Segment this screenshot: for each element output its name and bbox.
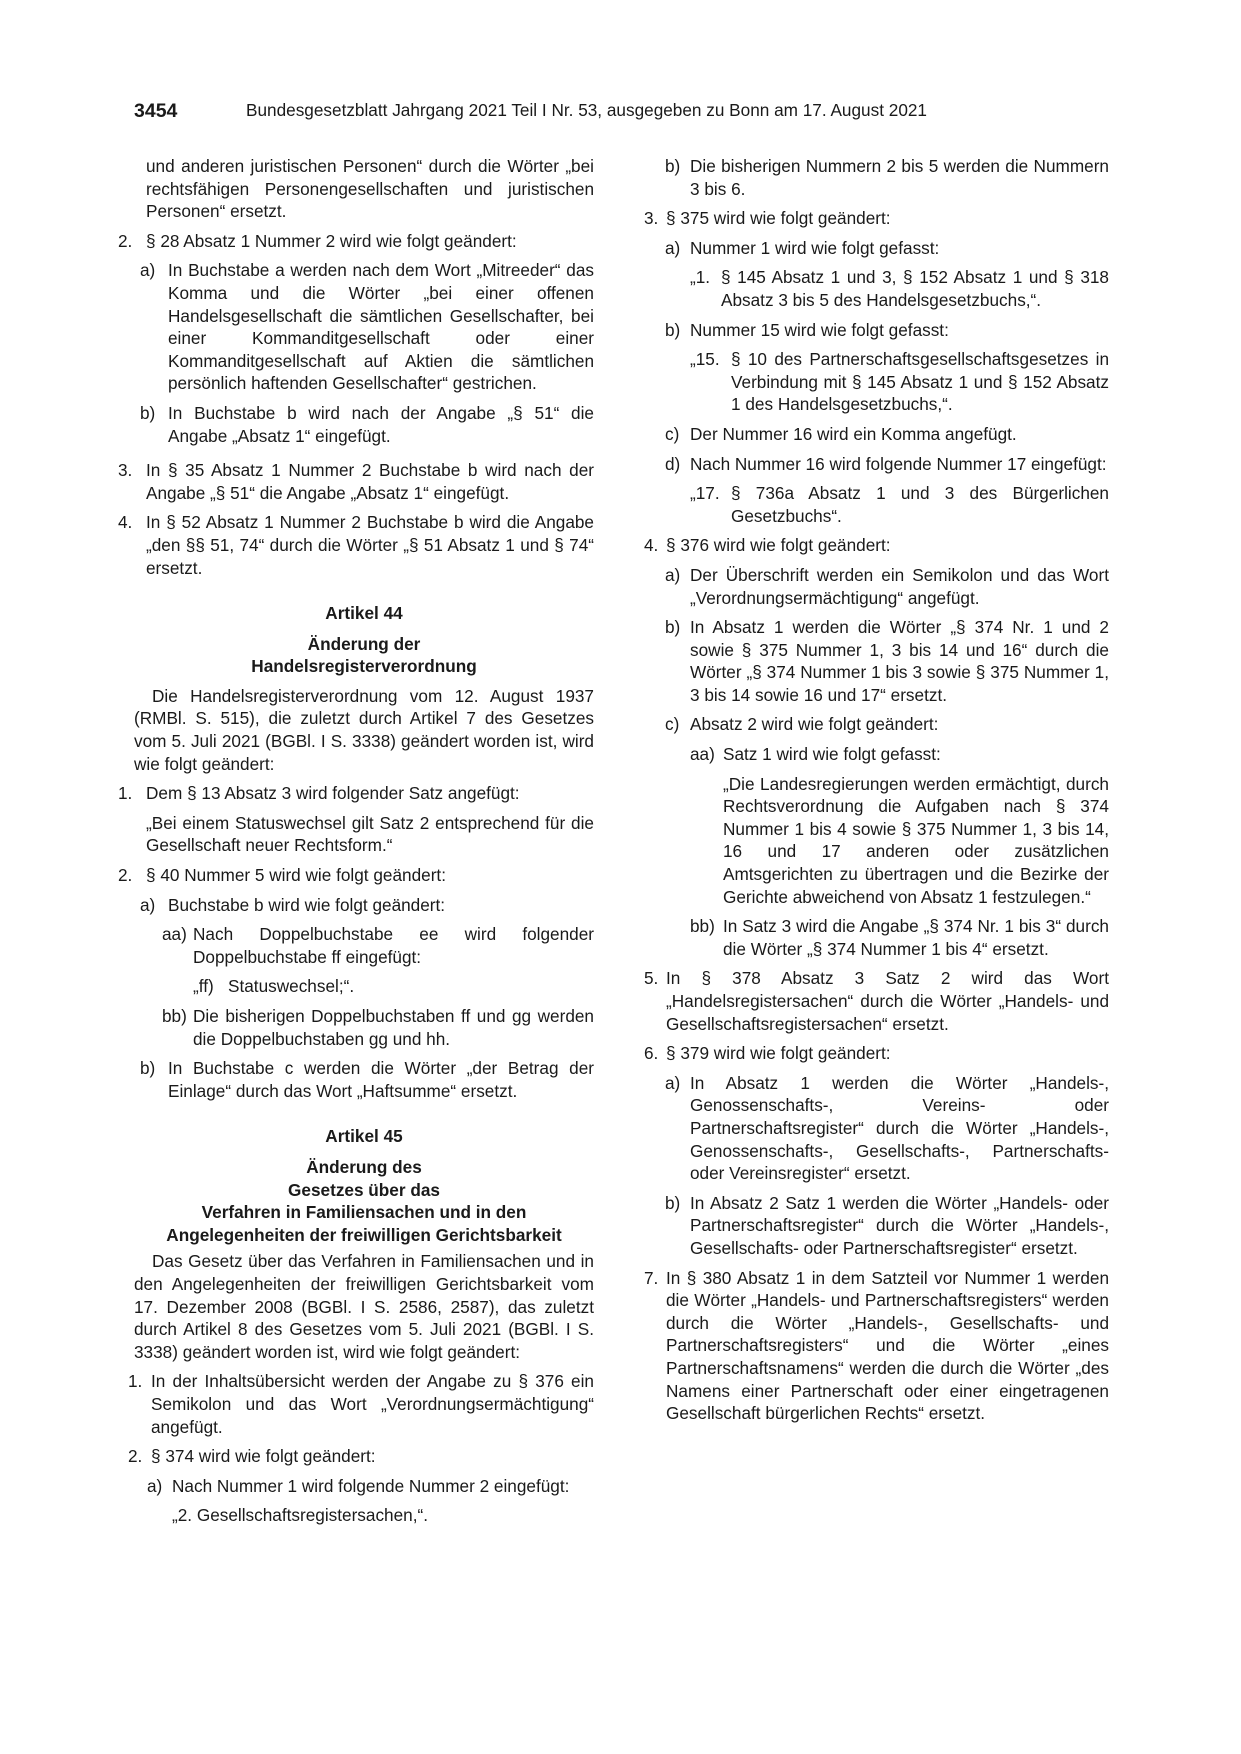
list-item (134, 155, 594, 223)
item-marker: „15. (690, 349, 720, 370)
item-marker: a) (665, 564, 681, 585)
list-item (644, 1042, 1109, 1065)
item-marker: 4. (118, 512, 133, 533)
list-item (162, 923, 594, 968)
quoted-text: „Die Landesregierungen werden ermächtigt, durch Rechtsverordnung die Aufgaben nach § 374 Nummer 1 bis 4 sowie § 375 Nummer 1, 3 bis 14, 16 und 17 anderen oder zusätzlichen Amtsgerichten zu übertragen und die Bezirke der Gerichte abweichend von Absatz 1 festzulegen.“ (723, 773, 1109, 907)
list-item (118, 230, 594, 253)
quoted-text: „2. Gesellschaftsregistersachen,“. (172, 1505, 429, 1526)
article-subtitle: Gesetzes über das (288, 1179, 440, 1200)
item-marker: 2. (128, 1446, 143, 1467)
running-title: Bundesgesetzblatt Jahrgang 2021 Teil I Nr. 53, ausgegeben zu Bonn am 17. August 2021 (246, 100, 927, 120)
list-item (134, 812, 594, 857)
left-column (118, 155, 594, 1534)
article-title: Artikel 44 (325, 603, 403, 624)
paragraph: § 374 wird wie folgt geändert: (151, 1446, 376, 1467)
paragraph: In Buchstabe c werden die Wörter „der Betrag der Einlage“ durch das Wort „Haftsumme“ ersetzt. (168, 1058, 594, 1101)
paragraph: In Buchstabe a werden nach dem Wort „Mitreeder“ das Komma und die Wörter „bei einer offenen Handelsgesellschaft die sämtlichen Gesellschafter, bei einer Kommanditgesellschaft oder einer Kommanditgesellschaft auf Aktien die sämtlichen persönlich haftenden Gesellschafter“ gestrichen. (168, 260, 594, 394)
paragraph: Der Nummer 16 wird ein Komma angefügt. (690, 423, 1017, 444)
paragraph: Satz 1 wird wie folgt gefasst: (723, 744, 941, 765)
paragraph: In Absatz 1 werden die Wörter „Handels-, Genossenschafts-, Vereins- oder Partnerschaftsregister“ durch die Wörter „Handels-, Genossenschafts-, Gesellschafts-, Partnerschafts- oder Vereinsregister“ ersetzt. (690, 1072, 1109, 1184)
paragraph: § 40 Nummer 5 wird wie folgt geändert: (146, 865, 446, 886)
paragraph: In § 380 Absatz 1 in dem Satzteil vor Nummer 1 werden die Wörter „Handels- und Partnerschaftsregisters“ werden durch die Wörter „Handels-, Gesellschafts- und Partnerschaftsregisters“ und die Wörter „eines Partnerschaftsnamens“ werden die durch die Wörter „des Namens einer Partnerschaft oder einer eingetragenen Gesellschaft bürgerlichen Rechts“ ersetzt. (666, 1267, 1109, 1424)
list-item (140, 1057, 594, 1102)
item-marker: 1. (128, 1371, 143, 1392)
right-column (644, 155, 1109, 1432)
list-item (140, 259, 594, 395)
paragraph: Nach Nummer 1 wird folgende Nummer 2 eingefügt: (172, 1475, 570, 1496)
item-marker: aa) (690, 744, 715, 765)
item-marker: b) (140, 402, 156, 423)
paragraph: Der Überschrift werden ein Semikolon und das Wort „Verordnungsermächtigung“ angefügt. (690, 564, 1109, 608)
item-marker: 1. (118, 783, 133, 804)
list-item (118, 864, 594, 887)
paragraph: In Satz 3 wird die Angabe „§ 374 Nr. 1 bis 3“ durch die Wörter „§ 374 Nummer 1 bis 4“ ersetzt. (723, 916, 1109, 959)
list-item (118, 511, 594, 579)
list-item (140, 894, 594, 917)
article-subtitle: Verfahren in Familiensachen und in den (201, 1202, 527, 1223)
paragraph: In Buchstabe b wird nach der Angabe „§ 51“ die Angabe „Absatz 1“ eingefügt. (168, 402, 594, 446)
paragraph: In § 35 Absatz 1 Nummer 2 Buchstabe b wird nach der Angabe „§ 51“ die Angabe „Absatz 1“ eingefügt. (146, 460, 594, 503)
item-marker: aa) (162, 924, 187, 945)
list-item (665, 319, 1109, 342)
paragraph: In § 52 Absatz 1 Nummer 2 Buchstabe b wird die Angabe „den §§ 51, 74“ durch die Wörter „§ 51 Absatz 1 und § 74“ ersetzt. (146, 512, 594, 578)
page-number: 3454 (134, 100, 178, 122)
paragraph: Nach Doppelbuchstabe ee wird folgender Doppelbuchstabe ff eingefügt: (193, 924, 594, 967)
list-item (644, 1267, 1109, 1425)
list-item (665, 453, 1109, 476)
list-item (690, 266, 1109, 311)
article-subtitle: Änderung des (306, 1156, 422, 1177)
list-item (665, 713, 1109, 736)
paragraph: § 375 wird wie folgt geändert: (666, 208, 891, 229)
list-item (690, 482, 1109, 527)
item-marker: c) (665, 714, 680, 735)
article-subtitle: Handelsregisterverordnung (251, 656, 477, 677)
item-marker: b) (140, 1058, 156, 1079)
item-marker: 3. (118, 460, 133, 481)
list-item (172, 1504, 594, 1527)
paragraph: Buchstabe b wird wie folgt geändert: (168, 894, 446, 915)
item-marker: b) (665, 1192, 681, 1213)
article-subtitle: Angelegenheiten der freiwilligen Gerichtsbarkeit (166, 1224, 562, 1245)
list-item (644, 967, 1109, 1035)
page-header (134, 100, 1004, 130)
item-marker: „17. (690, 483, 720, 504)
item-marker: bb) (690, 916, 715, 937)
paragraph: Das Gesetz über das Verfahren in Familiensachen und in den Angelegenheiten der freiwilligen Gerichtsbarkeit vom 17. Dezember 2008 (BGBl. I S. 2586, 2587), das zuletzt durch Artikel 8 des Gesetzes vom 5. Juli 2021 (BGBl. I S. 3338) geändert worden ist, wird wie folgt geändert: (134, 1251, 594, 1362)
item-marker: 4. (644, 535, 659, 556)
item-marker: a) (140, 894, 156, 915)
list-item (665, 616, 1109, 706)
list-item (665, 1192, 1109, 1260)
list-item (665, 155, 1109, 200)
paragraph: und anderen juristischen Personen“ durch die Wörter „bei rechtsfähigen Personengesellschaften und juristischen Personen“ ersetzt. (146, 156, 594, 222)
item-marker: 7. (644, 1267, 659, 1288)
quoted-text: § 736a Absatz 1 und 3 des Bürgerlichen Gesetzbuchs“. (731, 483, 1109, 526)
quoted-text: § 145 Absatz 1 und 3, § 152 Absatz 1 und § 318 Absatz 3 bis 5 des Handelsgesetzbuchs,“. (721, 267, 1109, 310)
paragraph: Absatz 2 wird wie folgt geändert: (690, 714, 939, 735)
list-item (162, 1005, 594, 1050)
list-item (118, 459, 594, 504)
item-marker: b) (665, 617, 681, 638)
paragraph: In der Inhaltsübersicht werden der Angabe zu § 376 ein Semikolon und das Wort „Verordnungsermächtigung“ angefügt. (151, 1371, 594, 1437)
item-marker: „1. (690, 267, 711, 288)
list-item (644, 534, 1109, 557)
item-marker: a) (665, 237, 681, 258)
item-marker: 5. (644, 968, 659, 989)
item-marker: 2. (118, 230, 133, 251)
paragraph: § 379 wird wie folgt geändert: (666, 1043, 891, 1064)
paragraph: Die bisherigen Doppelbuchstaben ff und gg werden die Doppelbuchstaben gg und hh. (193, 1006, 594, 1049)
item-marker: a) (140, 260, 156, 281)
quoted-text: § 10 des Partnerschaftsgesellschaftsgesetzes in Verbindung mit § 145 Absatz 1 und § 152 Absatz 1 des Handelsgesetzbuchs,“. (731, 349, 1109, 415)
list-item (118, 782, 594, 805)
quoted-text: „Bei einem Statuswechsel gilt Satz 2 entsprechend für die Gesellschaft neuer Rechtsform.“ (146, 812, 594, 856)
paragraph: Dem § 13 Absatz 3 wird folgender Satz angefügt: (146, 783, 520, 804)
quoted-text: Statuswechsel;“. (228, 976, 355, 997)
list-item (193, 975, 594, 998)
list-item (665, 423, 1109, 446)
paragraph: Nummer 1 wird wie folgt gefasst: (690, 237, 940, 258)
paragraph: In Absatz 2 Satz 1 werden die Wörter „Handels- oder Partnerschaftsregister“ durch die Wörter „Handels-, Gesellschafts- oder Partnerschaftsregister“ ersetzt. (690, 1192, 1109, 1258)
paragraph: § 376 wird wie folgt geändert: (666, 535, 891, 556)
paragraph: In Absatz 1 werden die Wörter „§ 374 Nr. 1 und 2 sowie § 375 Nummer 1, 3 bis 14 und 16“ durch die Wörter „§ 374 Nummer 1 bis 3 sowie § 375 Nummer 1, 3 bis 14 sowie 16 und 17“ ersetzt. (690, 617, 1109, 705)
item-marker: a) (147, 1475, 163, 1496)
paragraph: Nach Nummer 16 wird folgende Nummer 17 eingefügt: (690, 453, 1107, 474)
list-item (644, 207, 1109, 230)
item-marker: „ff) (193, 976, 214, 997)
item-marker: 6. (644, 1043, 659, 1064)
list-item (665, 1072, 1109, 1185)
item-marker: c) (665, 423, 680, 444)
list-item (128, 1445, 594, 1468)
item-marker: b) (665, 319, 681, 340)
list-item (128, 1370, 594, 1438)
list-item (140, 402, 594, 447)
list-item (665, 237, 1109, 260)
item-marker: b) (665, 156, 681, 176)
list-item (690, 348, 1109, 416)
list-item (690, 915, 1109, 960)
list-item (665, 564, 1109, 609)
list-item (690, 743, 1109, 766)
list-item (723, 773, 1109, 909)
paragraph: § 28 Absatz 1 Nummer 2 wird wie folgt geändert: (146, 230, 517, 251)
article-title: Artikel 45 (325, 1126, 403, 1147)
paragraph: Die bisherigen Nummern 2 bis 5 werden die Nummern 3 bis 6. (690, 156, 1109, 199)
paragraph: In § 378 Absatz 3 Satz 2 wird das Wort „Handelsregistersachen“ durch die Wörter „Handels- und Gesellschaftsregistersachen“ ersetzt. (666, 968, 1109, 1034)
paragraph: Die Handelsregisterverordnung vom 12. August 1937 (RMBl. S. 515), die zuletzt durch Artikel 7 des Gesetzes vom 5. Juli 2021 (BGBl. I S. 3338) geändert worden ist, wird wie folgt geändert: (134, 685, 594, 774)
item-marker: d) (665, 453, 681, 474)
item-marker: a) (665, 1072, 681, 1093)
item-marker: 2. (118, 865, 133, 886)
article-subtitle: Änderung der (307, 633, 421, 654)
item-marker: bb) (162, 1006, 187, 1026)
item-marker: 3. (644, 208, 659, 229)
paragraph: Nummer 15 wird wie folgt gefasst: (690, 319, 949, 340)
list-item (147, 1475, 594, 1498)
